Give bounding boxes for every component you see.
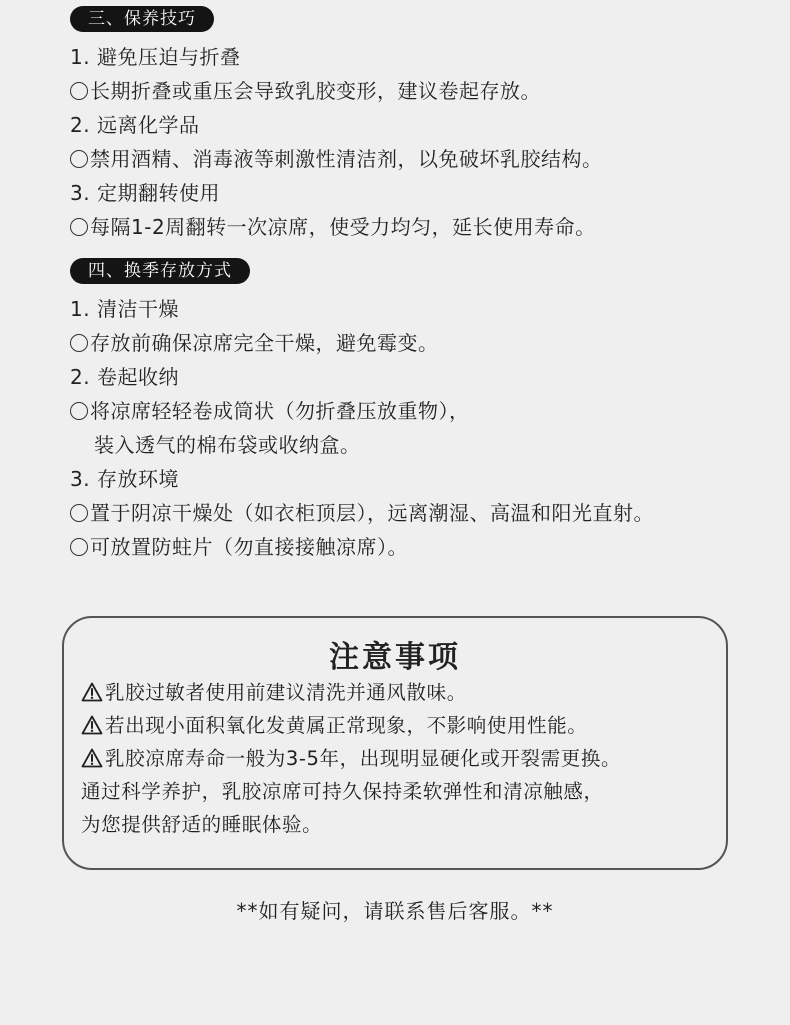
notice-closing-2: 为您提供舒适的睡眠体验。 (81, 813, 323, 836)
care-bullet-3: 每隔1-2周翻转一次凉席，使受力均匀，延长使用寿命。 (70, 212, 596, 242)
warning-triangle-icon (81, 715, 103, 735)
circle-outline-icon (70, 82, 88, 100)
care-heading-1: 1. 避免压迫与折叠 (70, 45, 241, 69)
notice-box (62, 616, 728, 870)
care-bullet-2: 禁用酒精、消毒液等刺激性清洁剂，以免破坏乳胶结构。 (70, 144, 603, 174)
care-heading-3: 3. 定期翻转使用 (70, 181, 220, 205)
notice-warning-3: 乳胶凉席寿命一般为3-5年，出现明显硬化或开裂需更换。 (81, 744, 621, 774)
storage-heading-1: 1. 清洁干燥 (70, 297, 179, 321)
section-tag-care-tips: 三、保养技巧 (70, 6, 214, 32)
storage-heading-2: 2. 卷起收纳 (70, 365, 179, 389)
notice-closing-1: 通过科学养护，乳胶凉席可持久保持柔软弹性和清凉触感， (81, 780, 604, 803)
storage-bullet-2-continuation: 装入透气的棉布袋或收纳盒。 (94, 433, 361, 457)
circle-outline-icon (70, 504, 88, 522)
circle-outline-icon (70, 218, 88, 236)
notice-title: 注意事项 (329, 640, 461, 675)
notice-warning-1: 乳胶过敏者使用前建议清洗并通风散味。 (81, 678, 467, 708)
section-tag-storage: 四、换季存放方式 (70, 258, 250, 284)
storage-bullet-2: 将凉席轻轻卷成筒状（勿折叠压放重物）， (70, 396, 470, 426)
storage-bullet-1: 存放前确保凉席完全干燥，避免霉变。 (70, 328, 439, 358)
warning-triangle-icon (81, 748, 103, 768)
circle-outline-icon (70, 334, 88, 352)
storage-bullet-3: 置于阴凉干燥处（如衣柜顶层），远离潮湿、高温和阳光直射。 (70, 498, 654, 528)
storage-bullet-4: 可放置防蛀片（勿直接接触凉席）。 (70, 532, 408, 562)
circle-outline-icon (70, 402, 88, 420)
circle-outline-icon (70, 538, 88, 556)
footer-contact-note: **如有疑问，请联系售后客服。** (236, 899, 554, 923)
care-heading-2: 2. 远离化学品 (70, 113, 200, 137)
warning-triangle-icon (81, 682, 103, 702)
storage-heading-3: 3. 存放环境 (70, 467, 179, 491)
notice-warning-2: 若出现小面积氧化发黄属正常现象，不影响使用性能。 (81, 711, 587, 741)
care-bullet-1: 长期折叠或重压会导致乳胶变形，建议卷起存放。 (70, 76, 541, 106)
circle-outline-icon (70, 150, 88, 168)
